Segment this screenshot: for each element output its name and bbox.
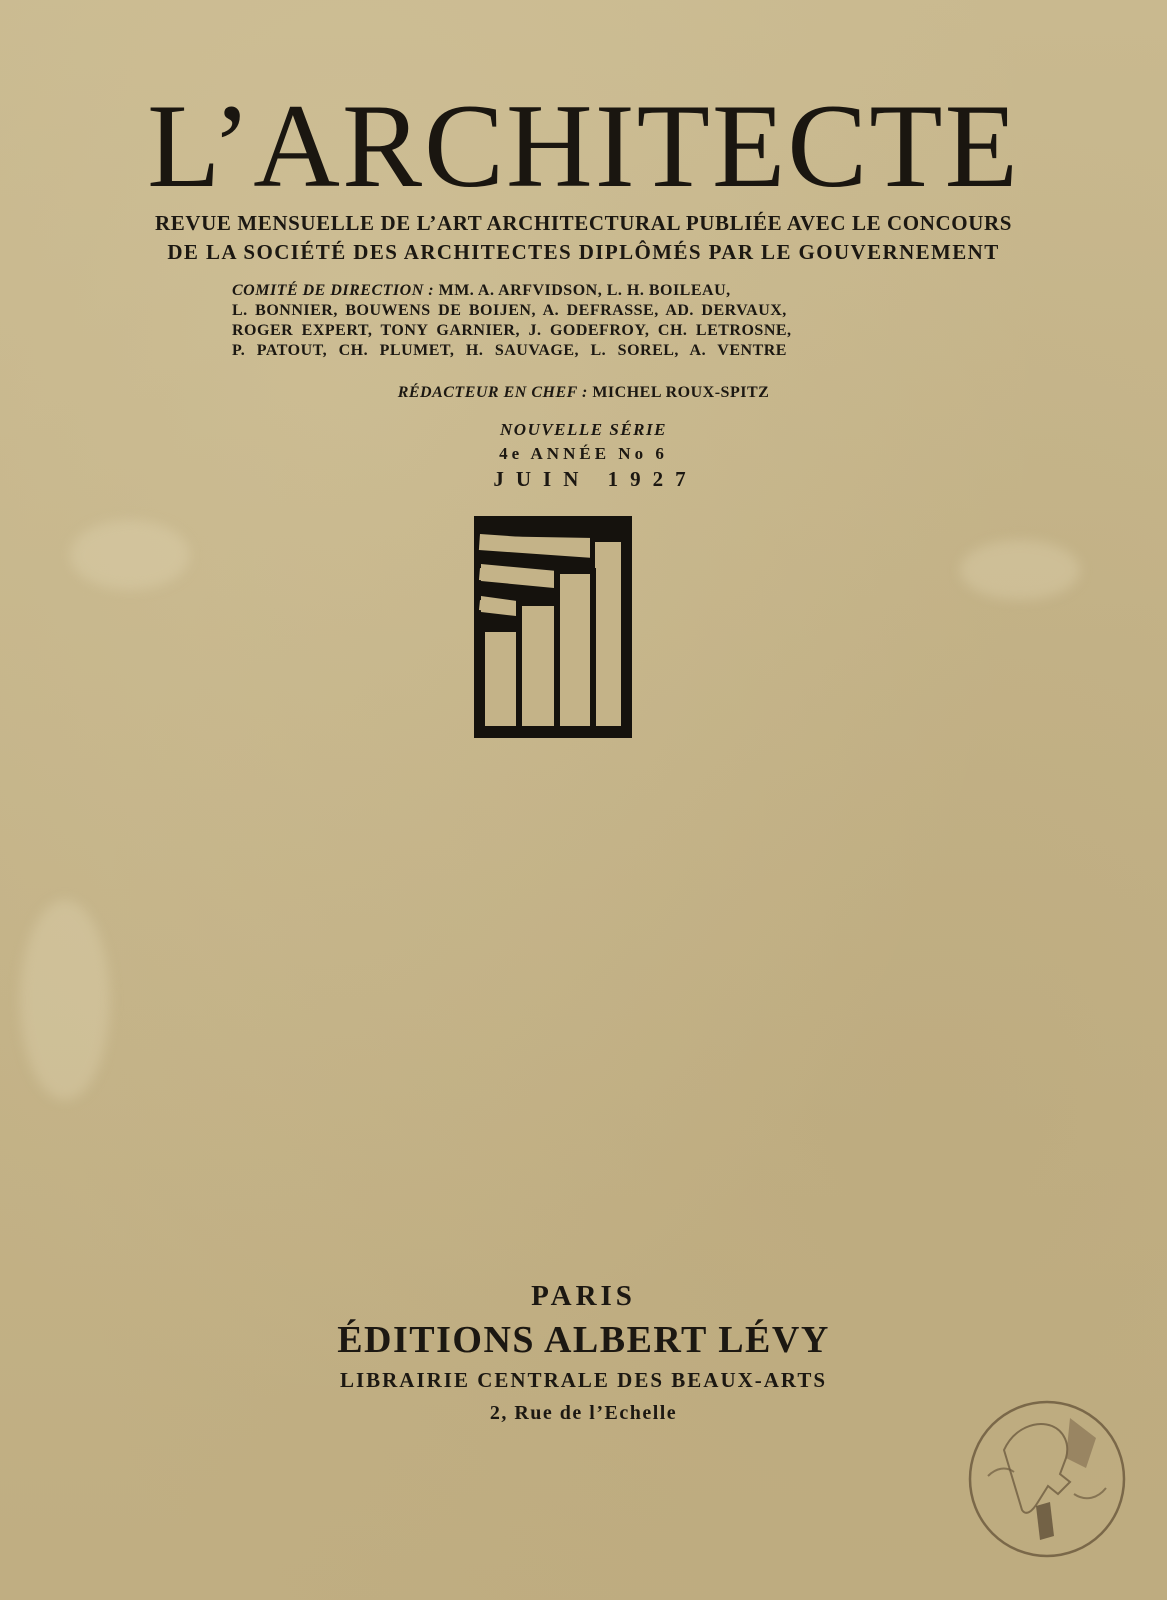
editor-line [0, 383, 1167, 403]
editor-label: RÉDACTEUR EN CHEF : [397, 384, 588, 401]
paper-stain [960, 540, 1080, 600]
subtitle-line-2: DE LA SOCIÉTÉ DES ARCHITECTES DIPLÔMÉS PAR LE GOUVERNEMENT [167, 240, 1000, 264]
library-seal-icon [966, 1398, 1128, 1560]
committee-block [232, 281, 872, 361]
subtitle-line-1: REVUE MENSUELLE DE L’ART ARCHITECTURAL PUBLIÉE AVEC LE CONCOURS [154, 211, 1013, 235]
issue-date: JUIN 1927 [493, 467, 698, 491]
publisher-city: PARIS [531, 1280, 636, 1312]
issue-series: NOUVELLE SÉRIE [500, 420, 667, 439]
issue-year-number: 4e ANNÉE No 6 [499, 444, 668, 463]
publisher-name: ÉDITIONS ALBERT LÉVY [337, 1319, 830, 1361]
columns-emblem-icon [474, 516, 632, 738]
committee-names-4: P. PATOUT, CH. PLUMET, H. SAUVAGE, L. SOREL, A. VENTRE [232, 342, 787, 359]
committee-line-1 [232, 281, 872, 301]
paper-stain [20, 900, 110, 1100]
paper-stain [70, 520, 190, 590]
committee-label: COMITÉ DE DIRECTION : [232, 282, 435, 299]
editor-name: MICHEL ROUX-SPITZ [592, 384, 770, 401]
publisher-library: LIBRAIRIE CENTRALE DES BEAUX-ARTS [339, 1368, 828, 1392]
publisher-address: 2, Rue de l’Echelle [489, 1402, 678, 1424]
committee-names-3: ROGER EXPERT, TONY GARNIER, J. GODEFROY, CH. LETROSNE, [232, 322, 792, 339]
committee-names-1: MM. A. ARFVIDSON, L. H. BOILEAU, [438, 282, 731, 299]
committee-names-2: L. BONNIER, BOUWENS DE BOIJEN, A. DEFRASSE, AD. DERVAUX, [232, 302, 787, 319]
journal-title: L’ARCHITECTE [147, 79, 1020, 212]
